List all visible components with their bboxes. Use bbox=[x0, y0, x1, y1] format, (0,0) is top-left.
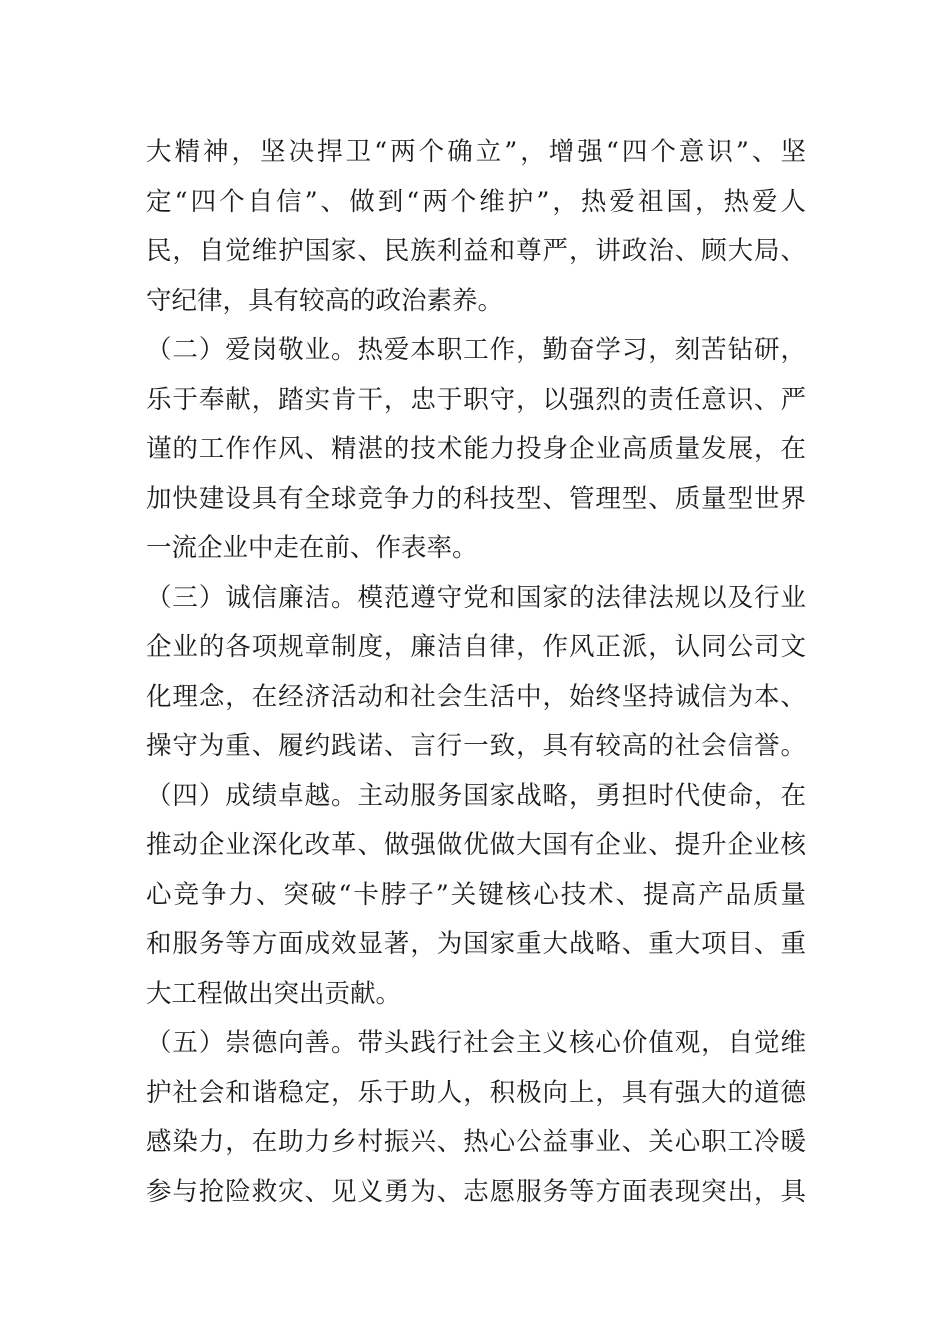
paragraph-section-4 bbox=[146, 772, 806, 1020]
text-line: 心竞争力、突破“卡脖子”关键核心技术、提高产品质量 bbox=[146, 879, 806, 910]
section-heading-line: （二）爱岗敬业。热爱本职工作，勤奋学习，刻苦钻研， bbox=[146, 335, 806, 365]
text-line: 乐于奉献，踏实肯干，忠于职守，以强烈的责任意识、严 bbox=[146, 384, 806, 415]
text-line: 护社会和谐稳定，乐于助人，积极向上，具有强大的道德 bbox=[146, 1077, 806, 1108]
text-line: 一流企业中走在前、作表率。 bbox=[146, 533, 478, 563]
text-line: 大工程做出突出贡献。 bbox=[146, 978, 402, 1009]
paragraph-intro-continued bbox=[146, 128, 806, 326]
paragraph-section-5 bbox=[146, 1019, 806, 1217]
paragraph-section-2 bbox=[146, 326, 806, 574]
text-line: 和服务等方面成效显著，为国家重大战略、重大项目、重 bbox=[146, 929, 806, 959]
text-line: 化理念，在经济活动和社会生活中，始终坚持诚信为本、 bbox=[146, 681, 806, 712]
paragraph-section-3 bbox=[146, 574, 806, 772]
text-line: 操守为重、履约践诺、言行一致，具有较高的社会信誉。 bbox=[146, 731, 806, 761]
text-line: 谨的工作作风、精湛的技术能力投身企业高质量发展，在 bbox=[146, 434, 806, 464]
text-line: 推动企业深化改革、做强做优做大国有企业、提升企业核 bbox=[146, 830, 806, 860]
text-line: 大精神，坚决捍卫“两个确立”，增强“四个意识”、坚 bbox=[146, 137, 806, 167]
text-line: 守纪律，具有较高的政治素养。 bbox=[146, 285, 504, 316]
text-line: 定“四个自信”、做到“两个维护”，热爱祖国，热爱人 bbox=[146, 186, 806, 217]
section-heading-line: （三）诚信廉洁。模范遵守党和国家的法律法规以及行业 bbox=[146, 582, 806, 613]
section-heading-line: （四）成绩卓越。主动服务国家战略，勇担时代使命，在 bbox=[146, 780, 806, 811]
section-heading-line: （五）崇德向善。带头践行社会主义核心价值观，自觉维 bbox=[146, 1028, 806, 1058]
text-line: 企业的各项规章制度，廉洁自律，作风正派，认同公司文 bbox=[146, 632, 806, 662]
text-line: 民，自觉维护国家、民族利益和尊严，讲政治、顾大局、 bbox=[146, 236, 806, 266]
text-line: 参与抢险救灾、见义勇为、志愿服务等方面表现突出，具 bbox=[146, 1176, 806, 1207]
text-line: 加快建设具有全球竞争力的科技型、管理型、质量型世界 bbox=[146, 483, 806, 514]
text-line: 感染力，在助力乡村振兴、热心公益事业、关心职工冷暖 bbox=[146, 1127, 806, 1157]
document-body bbox=[146, 128, 806, 1217]
